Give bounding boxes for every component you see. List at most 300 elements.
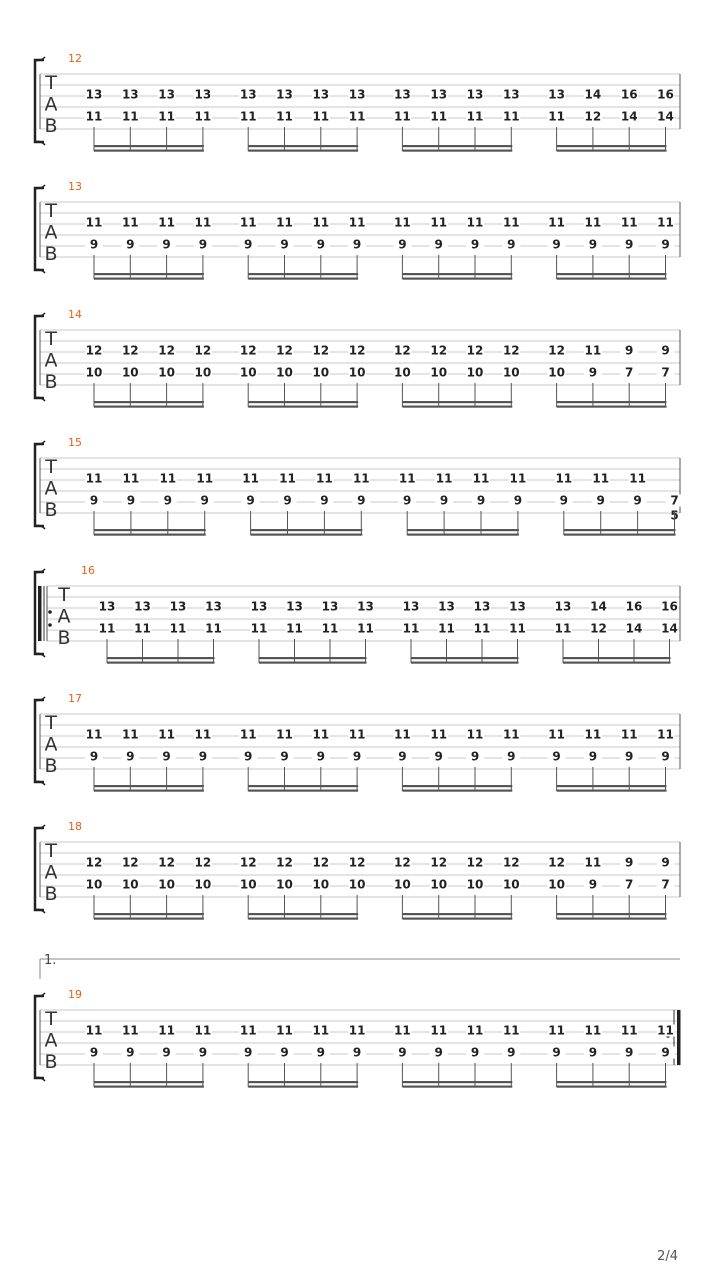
- fret-number: 11: [121, 215, 139, 230]
- fret-number: 13: [312, 87, 330, 102]
- fret-number: 9: [596, 493, 605, 508]
- fret-number: 7: [625, 877, 634, 892]
- fret-number: 11: [348, 215, 366, 230]
- fret-number: 11: [548, 1023, 565, 1038]
- fret-number: 12: [194, 343, 212, 358]
- fret-number: 11: [158, 215, 175, 230]
- fret-number: 9: [198, 749, 208, 764]
- fret-number: 12: [590, 621, 607, 636]
- beam-primary: [94, 785, 204, 787]
- tab-clef-letter: T: [45, 840, 57, 862]
- fret-number: 10: [121, 365, 139, 380]
- beam-secondary: [557, 1086, 667, 1088]
- fret-number: 9: [439, 493, 449, 508]
- fret-number: 11: [276, 1023, 293, 1038]
- tab-clef-letter: T: [45, 200, 57, 222]
- fret-number: 7: [661, 877, 670, 892]
- fret-number: 13: [473, 599, 491, 614]
- fret-number: 10: [276, 365, 293, 380]
- fret-number: 12: [276, 343, 293, 358]
- fret-number: 10: [239, 365, 257, 380]
- fret-number: 13: [250, 599, 268, 614]
- tab-clef-letter: A: [44, 861, 58, 884]
- tab-clef-letter: B: [44, 755, 58, 777]
- fret-number: 11: [276, 109, 293, 124]
- fret-number: 9: [507, 237, 516, 252]
- beam-secondary: [94, 406, 204, 408]
- beam-primary: [248, 145, 358, 147]
- fret-number: 12: [430, 855, 448, 870]
- fret-number: 9: [507, 749, 516, 764]
- fret-number: 11: [473, 621, 491, 636]
- fret-number: 9: [434, 1045, 443, 1060]
- beam-primary: [407, 529, 519, 531]
- fret-number: 12: [466, 343, 484, 358]
- fret-number: 9: [588, 1045, 598, 1060]
- beam-primary: [557, 913, 667, 915]
- fret-number: 12: [548, 343, 565, 358]
- beam-primary: [402, 1081, 512, 1083]
- fret-number: 10: [276, 877, 293, 892]
- fret-number: 11: [657, 727, 674, 742]
- fret-number: 10: [348, 365, 366, 380]
- tab-clef-letter: A: [44, 733, 58, 756]
- fret-number: 11: [502, 109, 520, 124]
- fret-number: 12: [85, 343, 103, 358]
- fret-number: 12: [348, 855, 366, 870]
- fret-number: 11: [85, 109, 103, 124]
- tab-clef-letter: B: [44, 115, 58, 137]
- tab-clef-letter: A: [44, 349, 58, 372]
- fret-number: 16: [657, 87, 674, 102]
- beam-primary: [94, 273, 204, 275]
- fret-number: 11: [584, 727, 602, 742]
- beam-primary: [248, 273, 358, 275]
- fret-number: 9: [162, 1045, 171, 1060]
- tab-clef-letter: T: [58, 584, 70, 606]
- fret-number: 9: [552, 1045, 561, 1060]
- beam-secondary: [402, 918, 512, 920]
- fret-number: 11: [98, 621, 116, 636]
- fret-number: 11: [394, 215, 411, 230]
- fret-number: 11: [348, 109, 366, 124]
- fret-number: 11: [584, 855, 602, 870]
- beam-primary: [248, 785, 358, 787]
- beam-secondary: [94, 150, 204, 152]
- beam-secondary: [563, 662, 671, 664]
- fret-number: 11: [430, 109, 448, 124]
- fret-number: 9: [126, 237, 135, 252]
- fret-number: 13: [348, 87, 366, 102]
- fret-number: 9: [316, 1045, 325, 1060]
- tab-clef-letter: B: [44, 499, 58, 521]
- beam-secondary: [94, 534, 206, 536]
- fret-number: 9: [352, 237, 362, 252]
- fret-number: 13: [286, 599, 303, 614]
- fret-number: 12: [239, 343, 257, 358]
- fret-number: 9: [316, 237, 325, 252]
- fret-number: 11: [312, 1023, 330, 1038]
- volta-label: 1.: [44, 953, 57, 968]
- fret-number: 11: [548, 215, 565, 230]
- fret-number: 9: [280, 749, 289, 764]
- page-number: 2/4: [657, 1249, 678, 1264]
- beam-primary: [557, 1081, 667, 1083]
- fret-number: 10: [85, 365, 103, 380]
- fret-number: 9: [625, 855, 634, 870]
- fret-number: 10: [548, 365, 565, 380]
- beam-secondary: [557, 790, 667, 792]
- beam-secondary: [248, 918, 358, 920]
- fret-number: 11: [194, 727, 212, 742]
- fret-number: 13: [121, 87, 139, 102]
- fret-number: 9: [320, 493, 329, 508]
- fret-number: 11: [348, 1023, 366, 1038]
- fret-number: 12: [239, 855, 257, 870]
- fret-number: 12: [121, 855, 139, 870]
- tab-clef-letter: T: [45, 1008, 57, 1030]
- fret-number: 13: [169, 599, 187, 614]
- fret-number: 11: [430, 1023, 448, 1038]
- fret-number: 16: [661, 599, 678, 614]
- fret-number: 11: [239, 109, 257, 124]
- fret-number: 12: [394, 855, 411, 870]
- beam-secondary: [251, 534, 363, 536]
- tab-clef-letter: A: [44, 477, 58, 500]
- fret-number: 9: [476, 493, 486, 508]
- beam-primary: [259, 657, 367, 659]
- tab-clef-letter: A: [44, 221, 58, 244]
- fret-number: 9: [357, 493, 366, 508]
- fret-number: 13: [321, 599, 339, 614]
- fret-number: 11: [430, 727, 448, 742]
- fret-number: 9: [625, 1045, 634, 1060]
- beam-secondary: [248, 1086, 358, 1088]
- fret-number: 12: [158, 855, 175, 870]
- fret-number: 12: [312, 343, 330, 358]
- fret-number: 11: [122, 471, 140, 486]
- fret-number: 13: [394, 87, 411, 102]
- fret-number: 10: [312, 365, 330, 380]
- fret-number: 12: [502, 343, 520, 358]
- fret-number: 13: [430, 87, 448, 102]
- fret-number: 11: [402, 621, 420, 636]
- fret-number: 11: [466, 727, 484, 742]
- fret-number: 11: [502, 1023, 520, 1038]
- fret-number: 11: [438, 621, 455, 636]
- beam-primary: [402, 273, 512, 275]
- fret-number: 11: [502, 727, 520, 742]
- measure-number: 12: [68, 52, 82, 65]
- fret-number: 11: [657, 215, 674, 230]
- fret-number: 10: [158, 877, 175, 892]
- fret-number: 9: [244, 1045, 253, 1060]
- fret-number: 11: [121, 1023, 139, 1038]
- fret-number: 9: [588, 365, 598, 380]
- beam-secondary: [94, 790, 204, 792]
- fret-number: 11: [620, 727, 638, 742]
- fret-number: 11: [121, 109, 139, 124]
- fret-number: 11: [158, 1023, 175, 1038]
- fret-number: 9: [513, 493, 523, 508]
- fret-number: 12: [85, 855, 103, 870]
- measure-number: 13: [68, 180, 82, 193]
- fret-number: 9: [403, 493, 412, 508]
- fret-number: 10: [502, 365, 520, 380]
- fret-number: 13: [438, 599, 455, 614]
- fret-number: 10: [158, 365, 175, 380]
- fret-number: 9: [89, 237, 99, 252]
- beam-secondary: [248, 278, 358, 280]
- fret-number: 11: [509, 471, 527, 486]
- fret-number: 9: [126, 493, 136, 508]
- fret-number: 13: [509, 599, 526, 614]
- fret-number: 11: [134, 621, 151, 636]
- fret-number: 12: [430, 343, 448, 358]
- beam-primary: [248, 1081, 358, 1083]
- fret-number: 11: [592, 471, 610, 486]
- fret-number: 11: [196, 471, 214, 486]
- fret-number: 11: [509, 621, 526, 636]
- beam-primary: [94, 913, 204, 915]
- fret-number: 11: [312, 727, 330, 742]
- fret-number: 9: [316, 749, 325, 764]
- fret-number: 9: [280, 1045, 289, 1060]
- tab-clef-letter: A: [57, 605, 71, 628]
- fret-number: 11: [555, 471, 573, 486]
- beam-secondary: [248, 790, 358, 792]
- beam-secondary: [402, 406, 512, 408]
- fret-number: 11: [466, 1023, 484, 1038]
- fret-number: 11: [194, 109, 212, 124]
- fret-number: 11: [357, 621, 374, 636]
- fret-number: 14: [661, 621, 678, 636]
- fret-number: 10: [502, 877, 520, 892]
- fret-number: 11: [169, 621, 187, 636]
- fret-number: 10: [430, 877, 448, 892]
- measure-number: 14: [68, 308, 82, 321]
- measure-number: 19: [68, 988, 82, 1001]
- beam-primary: [107, 657, 215, 659]
- fret-number: 9: [200, 493, 209, 508]
- fret-number: 10: [312, 877, 330, 892]
- beam-secondary: [402, 150, 512, 152]
- fret-number: 10: [430, 365, 448, 380]
- beam-secondary: [557, 278, 667, 280]
- fret-number: 9: [162, 237, 171, 252]
- beam-secondary: [402, 790, 512, 792]
- fret-number: 11: [158, 727, 175, 742]
- fret-number: 14: [590, 599, 607, 614]
- beam-primary: [248, 913, 358, 915]
- fret-number: 9: [661, 1045, 670, 1060]
- fret-number: 16: [620, 87, 638, 102]
- beam-primary: [557, 785, 667, 787]
- tab-clef-letter: T: [45, 72, 57, 94]
- fret-number: 10: [348, 877, 366, 892]
- fret-number: 14: [625, 621, 643, 636]
- fret-number: 13: [98, 599, 116, 614]
- fret-number: 9: [470, 237, 480, 252]
- fret-number: 9: [661, 749, 670, 764]
- tab-clef-letter: B: [44, 1051, 58, 1073]
- fret-number: 9: [552, 749, 561, 764]
- fret-number: 14: [620, 109, 638, 124]
- fret-number: 11: [239, 215, 257, 230]
- beam-primary: [411, 657, 519, 659]
- fret-number: 10: [466, 365, 484, 380]
- beam-primary: [251, 529, 363, 531]
- fret-number: 11: [316, 471, 333, 486]
- beam-primary: [557, 401, 667, 403]
- repeat-dot: [48, 623, 52, 627]
- fret-number: 10: [194, 877, 212, 892]
- fret-number: 11: [279, 471, 296, 486]
- fret-number: 12: [548, 855, 565, 870]
- fret-number: 11: [657, 1023, 674, 1038]
- fret-number: 11: [466, 215, 484, 230]
- fret-number: 11: [321, 621, 339, 636]
- fret-number: 9: [89, 749, 99, 764]
- measure-number: 15: [68, 436, 82, 449]
- fret-number: 13: [502, 87, 520, 102]
- fret-number: 14: [584, 87, 602, 102]
- fret-number: 9: [434, 237, 443, 252]
- fret-number: 11: [430, 215, 448, 230]
- fret-number: 11: [85, 727, 103, 742]
- fret-number: 10: [85, 877, 103, 892]
- fret-number: 11: [584, 343, 602, 358]
- fret-number: 13: [239, 87, 257, 102]
- fret-number: 9: [470, 749, 480, 764]
- beam-secondary: [259, 662, 367, 664]
- fret-number: 13: [134, 599, 151, 614]
- beam-secondary: [94, 918, 204, 920]
- fret-number: 9: [352, 1045, 362, 1060]
- fret-number: 14: [657, 109, 674, 124]
- fret-number: 11: [584, 215, 602, 230]
- fret-number: 9: [625, 749, 634, 764]
- beam-primary: [94, 529, 206, 531]
- fret-number: 11: [466, 109, 484, 124]
- beam-primary: [402, 913, 512, 915]
- fret-number: 10: [394, 365, 411, 380]
- fret-number: 5: [670, 508, 679, 523]
- fret-number: 12: [312, 855, 330, 870]
- beam-primary: [563, 657, 671, 659]
- fret-number: 11: [85, 471, 103, 486]
- barline-repeat-thick: [677, 1010, 681, 1065]
- tab-clef-letter: B: [57, 627, 71, 649]
- beam-primary: [557, 145, 667, 147]
- beam-primary: [248, 401, 358, 403]
- fret-number: 13: [158, 87, 175, 102]
- beam-primary: [402, 145, 512, 147]
- measure-number: 17: [68, 692, 82, 705]
- beam-primary: [94, 401, 204, 403]
- fret-number: 9: [588, 877, 598, 892]
- beam-secondary: [557, 150, 667, 152]
- fret-number: 11: [159, 471, 177, 486]
- fret-number: 9: [89, 493, 99, 508]
- tab-clef-letter: A: [44, 93, 58, 116]
- fret-number: 9: [244, 749, 253, 764]
- fret-number: 9: [163, 493, 172, 508]
- fret-number: 9: [552, 237, 561, 252]
- fret-number: 11: [194, 215, 212, 230]
- fret-number: 13: [85, 87, 103, 102]
- fret-number: 13: [357, 599, 374, 614]
- fret-number: 9: [588, 749, 598, 764]
- fret-number: 13: [554, 599, 572, 614]
- fret-number: 11: [394, 109, 411, 124]
- beam-secondary: [411, 662, 519, 664]
- fret-number: 9: [507, 1045, 516, 1060]
- beam-secondary: [564, 534, 676, 536]
- beam-primary: [564, 529, 676, 531]
- fret-number: 16: [625, 599, 643, 614]
- fret-number: 11: [394, 1023, 411, 1038]
- fret-number: 11: [312, 215, 330, 230]
- fret-number: 9: [89, 1045, 99, 1060]
- fret-number: 12: [466, 855, 484, 870]
- fret-number: 12: [348, 343, 366, 358]
- fret-number: 9: [661, 855, 670, 870]
- beam-secondary: [557, 918, 667, 920]
- fret-number: 13: [466, 87, 484, 102]
- fret-number: 12: [276, 855, 293, 870]
- fret-number: 11: [250, 621, 268, 636]
- fret-number: 9: [198, 237, 208, 252]
- fret-number: 11: [276, 727, 293, 742]
- fret-number: 12: [158, 343, 175, 358]
- fret-number: 10: [548, 877, 565, 892]
- fret-number: 11: [239, 727, 257, 742]
- fret-number: 9: [198, 1045, 208, 1060]
- fret-number: 11: [158, 109, 175, 124]
- beam-secondary: [402, 278, 512, 280]
- fret-number: 13: [548, 87, 565, 102]
- fret-number: 11: [286, 621, 303, 636]
- fret-number: 11: [194, 1023, 212, 1038]
- fret-number: 13: [402, 599, 420, 614]
- fret-number: 10: [466, 877, 484, 892]
- fret-number: 7: [661, 365, 670, 380]
- fret-number: 9: [280, 237, 289, 252]
- fret-number: 9: [625, 343, 634, 358]
- fret-number: 9: [283, 493, 292, 508]
- fret-number: 9: [633, 493, 642, 508]
- fret-number: 11: [548, 727, 565, 742]
- fret-number: 12: [394, 343, 411, 358]
- fret-number: 11: [398, 471, 416, 486]
- repeat-dot: [48, 610, 52, 614]
- fret-number: 11: [548, 109, 565, 124]
- barline-repeat-thick: [38, 586, 42, 641]
- fret-number: 9: [434, 749, 443, 764]
- fret-number: 11: [85, 1023, 103, 1038]
- fret-number: 9: [126, 749, 135, 764]
- fret-number: 11: [394, 727, 411, 742]
- fret-number: 9: [162, 749, 171, 764]
- fret-number: 11: [276, 215, 293, 230]
- fret-number: 9: [398, 237, 407, 252]
- tab-clef-letter: B: [44, 883, 58, 905]
- fret-number: 10: [121, 877, 139, 892]
- fret-number: 9: [661, 237, 670, 252]
- fret-number: 13: [276, 87, 293, 102]
- fret-number: 11: [348, 727, 366, 742]
